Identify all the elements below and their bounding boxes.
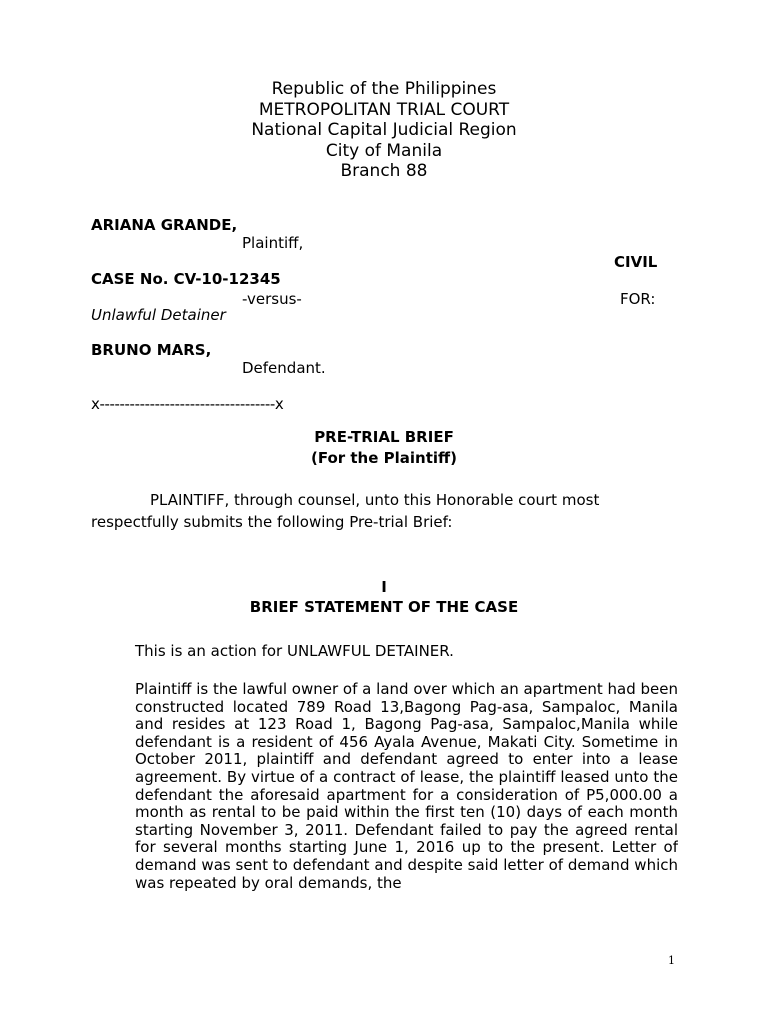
case-nature: Unlawful Detainer xyxy=(91,306,226,324)
document-subtitle: (For the Plaintiff) xyxy=(310,449,458,467)
defendant-name: BRUNO MARS, xyxy=(91,341,212,359)
header-region: National Capital Judicial Region xyxy=(251,120,517,140)
header-court: METROPOLITAN TRIAL COURT xyxy=(258,99,510,120)
section-opening-sentence: This is an action for UNLAWFUL DETAINER. xyxy=(135,642,454,660)
defendant-role: Defendant. xyxy=(242,359,326,377)
document-title: PRE-TRIAL BRIEF xyxy=(314,428,454,446)
versus-label: -versus- xyxy=(242,290,302,308)
header-city: City of Manila xyxy=(325,140,443,161)
court-header xyxy=(0,79,768,182)
header-republic: Republic of the Philippines xyxy=(271,79,497,99)
header-branch: Branch 88 xyxy=(340,161,428,181)
section-numeral: I xyxy=(381,578,387,596)
plaintiff-name: ARIANA GRANDE, xyxy=(91,216,238,234)
section-body-paragraph: Plaintiff is the lawful owner of a land over which an apartment had been constructed located 789 Road 13,Bagong Pag-asa, Sampaloc, Manila and resides at 123 Road 1, Bagong Pag-asa, Sampaloc,Manila while defendant is a resident of 456 Ayala Avenue, Makati City. Sometime in October 2011, plaintiff and defendant agreed to enter into a lease agreement. By virtue of a contract of lease, the plaintiff leased unto the defendant the aforesaid apartment for a consideration of P5,000.00 a month as rental to be paid within the first ten (10) days of each month starting November 3, 2011. Defendant failed to pay the agreed rental for several months starting June 1, 2016 up to the present. Letter of demand was sent to defendant and despite said letter of demand which was repeated by oral demands, the xyxy=(135,681,678,892)
civil-label: CIVIL xyxy=(614,253,658,271)
case-number: CASE No. CV-10-12345 xyxy=(91,270,281,288)
page-number: 1 xyxy=(668,954,675,967)
section-heading: BRIEF STATEMENT OF THE CASE xyxy=(249,598,519,616)
intro-line-2: respectfully submits the following Pre-trial Brief: xyxy=(91,513,453,531)
caption-separator: x-----------------------------------x xyxy=(91,395,284,413)
for-label: FOR: xyxy=(620,290,656,308)
plaintiff-role: Plaintiff, xyxy=(242,234,304,252)
intro-line-1: PLAINTIFF, through counsel, unto this Honorable court most xyxy=(150,491,600,509)
